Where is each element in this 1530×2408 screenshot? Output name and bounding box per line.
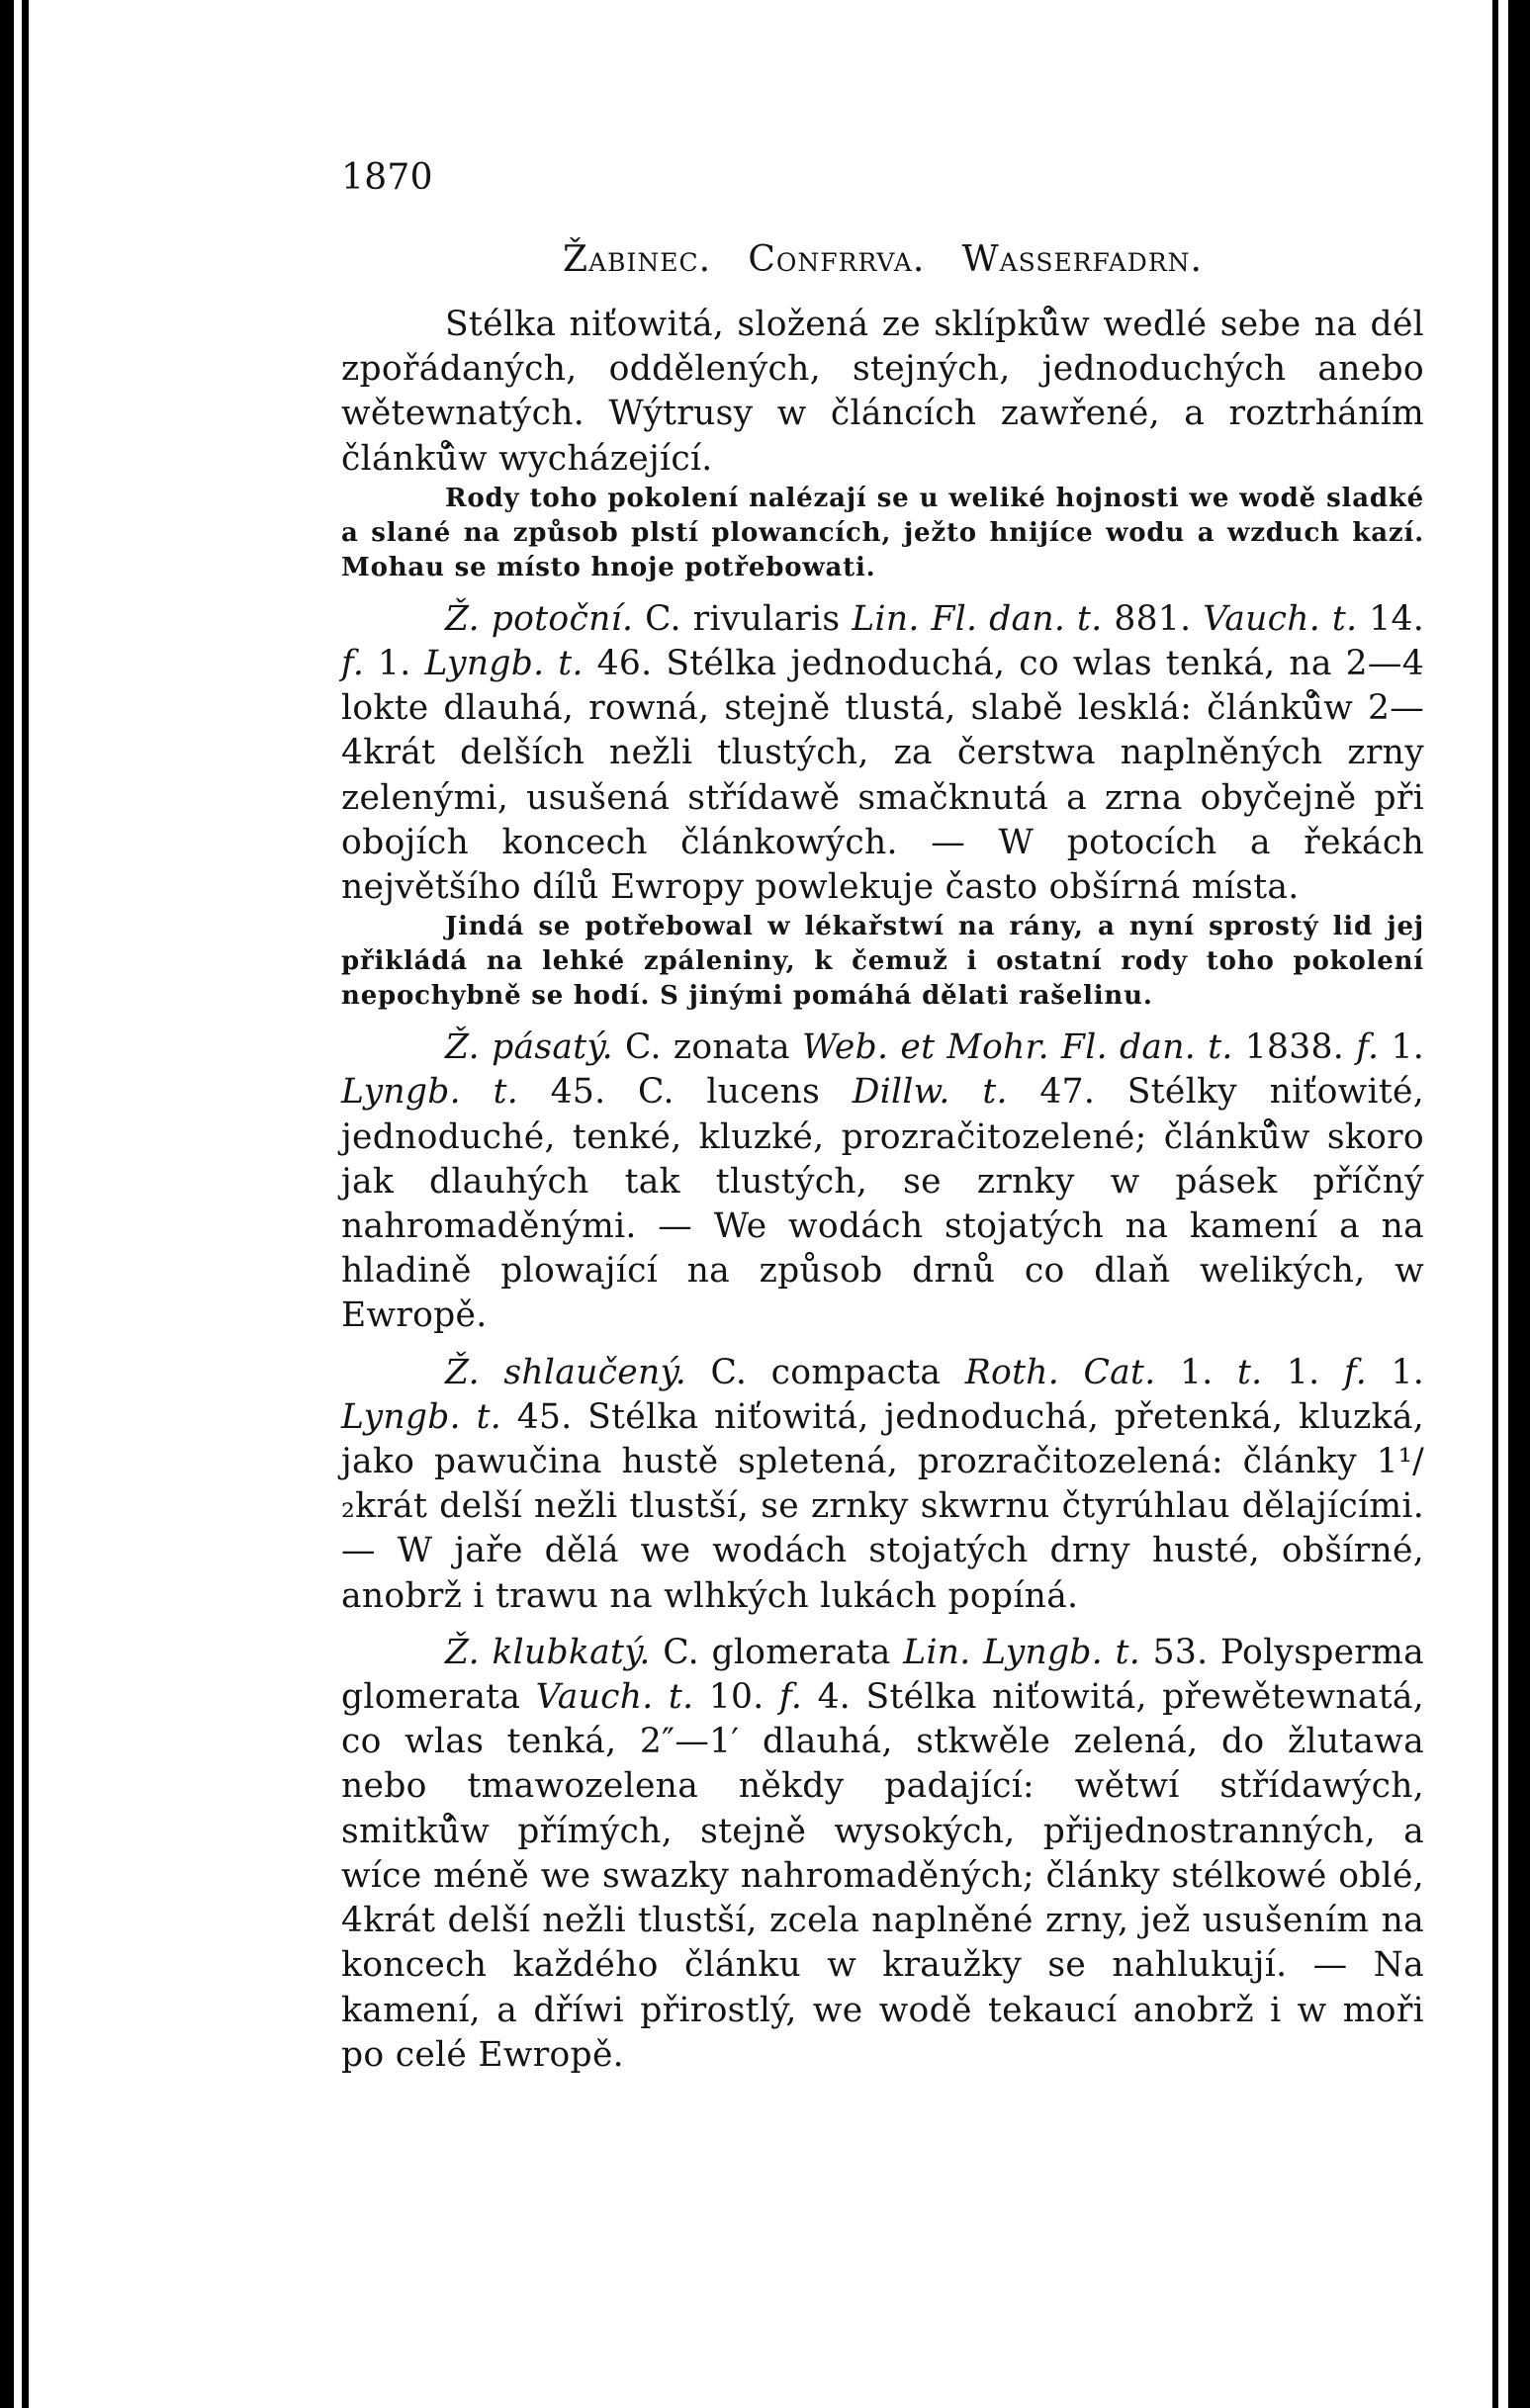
species-entry: Ž. klubkatý. C. glomerata Lin. Lyngb. t. 53. Polysperma glomerata Vauch. t. 10. f. 4. Stélka niťowitá, přewětewnatá, co wlas tenká, 2″—1′ dlauhá, stkwěle zelená, do žlutawa nebo tmawozelena někdy padající: wětwí střídawých, smitků̂w přímých, stejně wysokých, přijednostranných, a wíce méně we swazky nahromaděných; články stélkowé oblé, 4krát delší nežli tlustší, zcela naplněné zrny, jež usušením na koncech každého článku w kraužky se nahlukují. — Na kamení, a dříwi přirostlý, we wodě tekaucí anobrž i w moři po celé Ewropě. <box>341 1632 1424 2075</box>
species-name: Ž. shlaučený. <box>445 1352 686 1392</box>
heading-latin: Confrrva. <box>748 239 926 280</box>
species-latin: C. compacta <box>710 1352 942 1392</box>
species-latin: C. rivularis <box>645 598 841 639</box>
section-heading <box>341 237 1424 283</box>
species-name: Ž. potoční. <box>445 598 634 639</box>
species-description: Stélka jednoduchá, co wlas tenká, na 2—4 lokte dlauhá, rowná, stejně tlustá, slabě lesklá: článků̂w 2—4krát delších nežli tlustých, za čerstwa naplněných zrny zelenými, usušená střídawě smačknutá a zrna obyčejně při obojích koncech článkowých. — W potocích a řekách největšího dílů Ewropy powlekuje často obšírná místa. <box>341 644 1424 908</box>
intro-paragraph: Stélka niťowitá, složená ze sklípků̂w wedlé sebe na dél zpořádaných, oddělených, stejných, jednoduchých anebo wětewnatých. Wýtrusy w článcích zawřené, a roztrháním článků̂w wycházející. <box>341 305 1424 479</box>
intro-note: Rody toho pokolení nalézají se u weliké hojnosti we wodě sladké a slané na způsob plstí plowancích, ježto hnijíce wodu a wzduch kazí. Mohau se místo hnoje potřebowati. <box>341 483 1424 582</box>
species-description: Stélka niťowitá, jednoduchá, přetenká, kluzká, jako pawučina hustě spletená, prozračitozelená: články 1¹/₂krát delší nežli tlustší, se zrnky skwrnu čtyrúhlau dělajícími. — W jaře dělá we wodách stojatých drny husté, obšírné, anobrž i trawu na wlhkých lukách popíná. <box>341 1396 1424 1616</box>
species-entry: Ž. shlaučený. C. compacta Roth. Cat. 1. t. 1. f. 1. Lyngb. t. 45. Stélka niťowitá, jednoduchá, přetenká, kluzká, jako pawučina hustě spletená, prozračitozelená: články 1¹/₂krát delší nežli tlustší, se zrnky skwrnu čtyrúhlau dělajícími. — W jaře dělá we wodách stojatých drny husté, obšírné, anobrž i trawu na wlhkých lukách popíná. <box>341 1352 1424 1616</box>
page-number: 1870 <box>341 157 433 198</box>
heading-czech: Žabinec. <box>563 239 712 280</box>
species-note: Jindá se potřebowal w lékařstwí na rány, a nyní sprostý lid jej přikládá na lehké zpáleniny, k čemuž i ostatní rody toho pokolení nepochybně se hodí. S jinými pomáhá dělati rašelinu. <box>341 912 1424 1012</box>
species-latin: C. zonata <box>624 1027 790 1068</box>
page-body <box>341 148 1424 2078</box>
species-description: Stélka niťowitá, přewětewnatá, co wlas tenká, 2″—1′ dlauhá, stkwěle zelená, do žlutawa nebo tmawozelena někdy padající: wětwí střídawých, smitků̂w přímých, stejně wysokých, přijednostranných, a wíce méně we swazky nahromaděných; články stélkowé oblé, 4krát delší nežli tlustší, zcela naplněné zrny, jež usušením na koncech každého článku w kraužky se nahlukují. — Na kamení, a dříwi přirostlý, we wodě tekaucí anobrž i w moři po celé Ewropě. <box>341 1677 1424 2075</box>
scan-border-right-inner <box>1492 0 1498 2408</box>
species-entry: Ž. potoční. C. rivularis Lin. Fl. dan. t. 881. Vauch. t. 14. f. 1. Lyngb. t. 46. Stélka jednoduchá, co wlas tenká, na 2—4 lokte dlauhá, rowná, stejně tlustá, slabě lesklá: článků̂w 2—4krát delších nežli tlustých, za čerstwa naplněných zrny zelenými, usušená střídawě smačknutá a zrna obyčejně při obojích koncech článkowých. — W potocích a řekách největšího dílů Ewropy powlekuje často obšírná místa. <box>341 598 1424 908</box>
heading-german: Wasserfadrn. <box>961 239 1203 280</box>
species-latin: C. glomerata <box>663 1632 891 1672</box>
scan-border-left-outer <box>0 0 14 2408</box>
species-description: Stélky niťowité, jednoduché, tenké, kluzké, prozračitozelené; článků̂w skoro jak dlauhých tak tlustých, se zrnky w pásek příčný nahromaděnými. — We wodách stojatých na kamení a na hladině plowající na způsob drnů co dlaň welikých, w Ewropě. <box>341 1072 1424 1336</box>
species-name: Ž. pásatý. <box>445 1027 613 1068</box>
scan-border-left-inner <box>22 0 29 2408</box>
scan-border-right-outer <box>1508 0 1530 2408</box>
species-entry: Ž. pásatý. C. zonata Web. et Mohr. Fl. dan. t. 1838. f. 1. Lyngb. t. 45. C. lucens Dillw. t. 47. Stélky niťowité, jednoduché, tenké, kluzké, prozračitozelené; článků̂w skoro jak dlauhých tak tlustých, se zrnky w pásek příčný nahromaděnými. — We wodách stojatých na kamení a na hladině plowající na způsob drnů co dlaň welikých, w Ewropě. <box>341 1027 1424 1336</box>
species-name: Ž. klubkatý. <box>445 1632 651 1672</box>
